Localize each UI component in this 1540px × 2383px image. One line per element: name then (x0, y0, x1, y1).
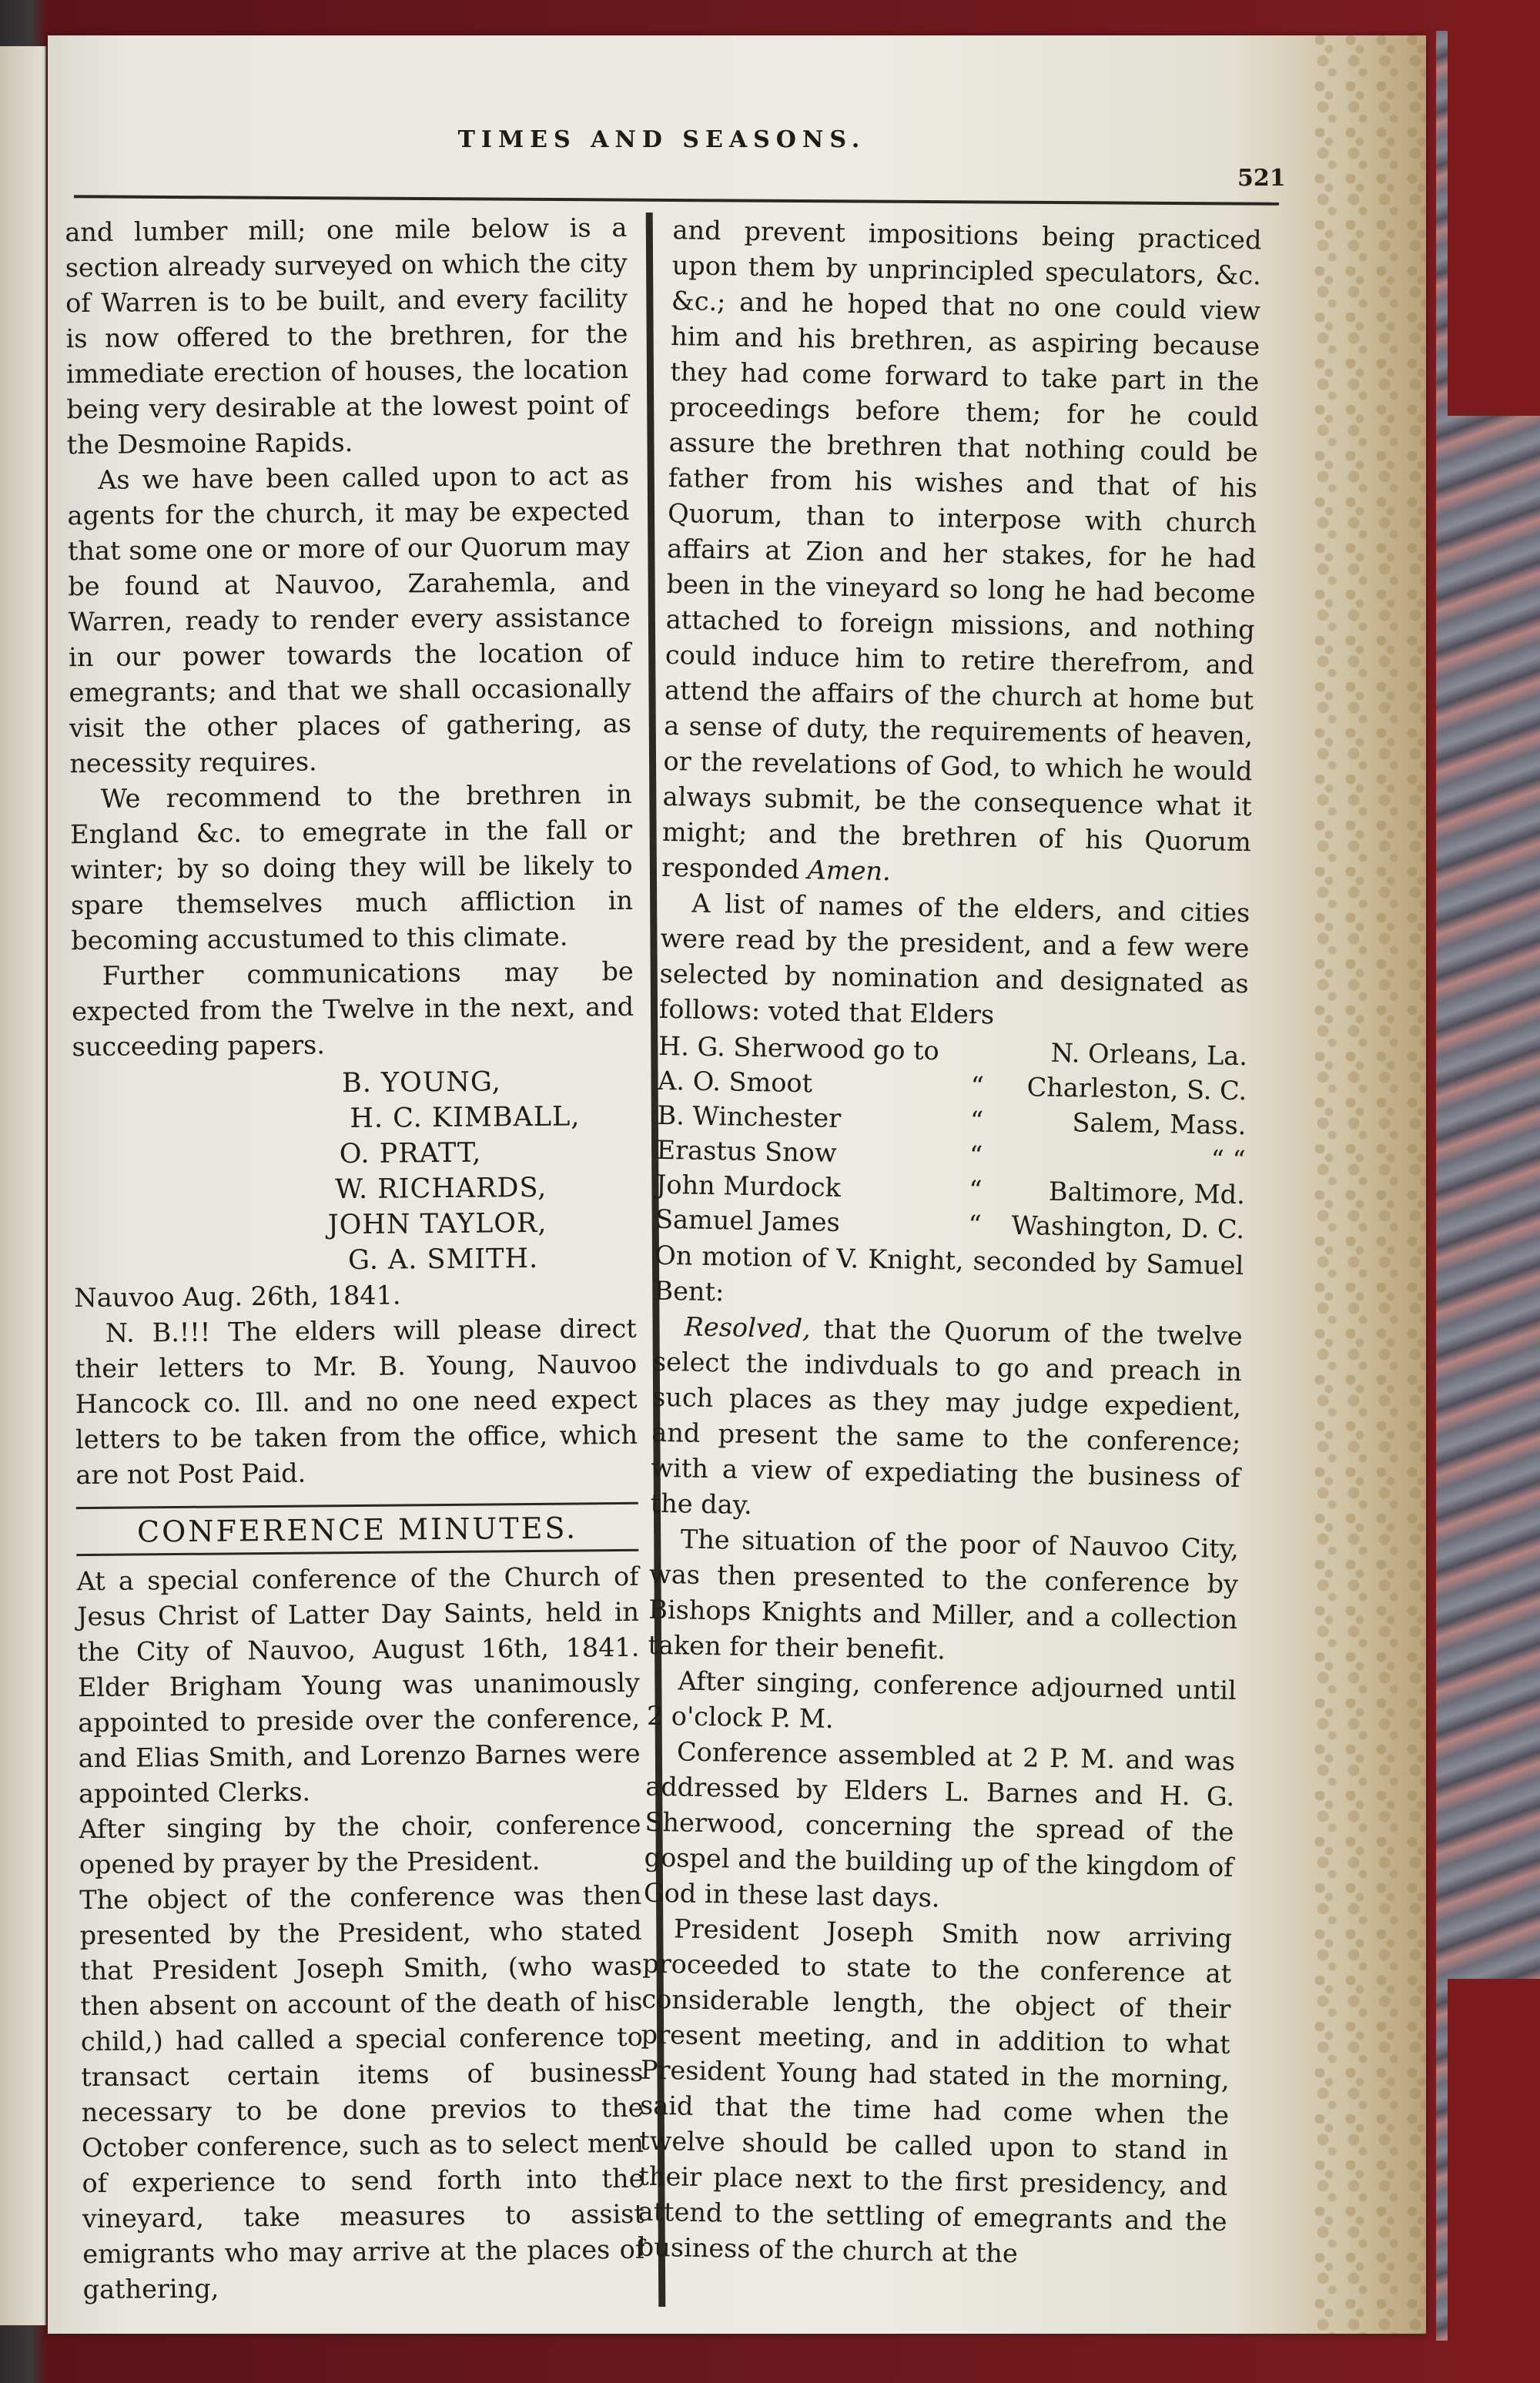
binding-corner-top (1448, 0, 1540, 416)
resolved-label: Resolved, (684, 1311, 812, 1344)
paragraph (650, 1309, 1243, 1531)
section-title: CONFERENCE MINUTES. (136, 1511, 578, 1549)
roster-name: John Murdock (655, 1169, 842, 1203)
dateline-year: 1841. (326, 1280, 401, 1311)
signature-block (72, 1063, 636, 1280)
roster-name: H. G. Sherwood go to (658, 1030, 940, 1066)
signature: B. YOUNG, (341, 1066, 501, 1099)
header-rule (74, 195, 1279, 206)
signature: H. C. KIMBALL, (350, 1101, 581, 1135)
roster-place: “ “ (1210, 1144, 1246, 1176)
paragraph: As we have been called upon to act as agents for the church, it may be expected that some one or more of our Quorum may be found at Nauvoo, Zarahemla, and Warren, ready to render every assistance in our power towards the location of emegrants; and that we shall occasionally visit the other places of gathering, as necessity requires. (67, 460, 632, 779)
paragraph: A list of names of the elders, and cities were read by the president, and a few were selected by nomination and designated as follows: voted that Elders (658, 888, 1250, 1030)
roster-place: N. Orleans, La. (1050, 1037, 1248, 1072)
binding-corner-bottom (1448, 1979, 1540, 2383)
right-column (637, 213, 1261, 2275)
roster-place: Salem, Mass. (1072, 1107, 1247, 1141)
left-column (65, 210, 645, 2308)
paragraph: and lumber mill; one mile below is a section already surveyed on which the city of Warren is to be built, and every facility is now offered to the brethren, for the immediate erection of houses, the location being very desirable at the lowest point of the Desmoine Rapids. (65, 212, 629, 460)
paragraph: At a special conference of the Church of Jesus Christ of Latter Day Saints, held in the City of Nauvoo, August 16th, 1841. Elder Brigham Young was unanimously appointed to preside over the conference, and Elias Smith, and Lorenzo Barnes were appointed Clerks. (76, 1561, 641, 1809)
roster-name: B. Winchester (657, 1099, 842, 1133)
roster-place: Washington, D. C. (1011, 1210, 1245, 1245)
amen: Amen. (807, 855, 892, 887)
page-foxing (1311, 35, 1426, 2334)
roster-name: Erastus Snow (656, 1134, 837, 1168)
paragraph (661, 213, 1262, 895)
roster-ditto: “ (968, 1209, 983, 1240)
paragraph: The situation of the poor of Nauvoo City, was then presented to the conference by Bishops Knights and Miller, and a collection taken for their benefit. (648, 1524, 1240, 1665)
roster-name: Samuel James (654, 1203, 841, 1237)
paragraph: On motion of V. Knight, seconded by Samuel Bent: (654, 1240, 1244, 1307)
paragraph: Further communications may be expected from the Twelve in the next, and succeeding papers. (72, 956, 634, 1063)
roster-ditto (943, 1033, 1013, 1069)
paragraph-text: that the Quorum of the twelve select the indivduals to go and preach in such places as they may judge expedient, and present the same to the conference; with a view of expediating the business of the day. (650, 1314, 1243, 1521)
running-head: TIMES AND SEASONS. (457, 126, 866, 153)
paragraph: President Joseph Smith now arriving proceeded to state to the conference at considerable length, the object of their present meeting, and in addition to what President Young had stated in the morning, said that the time had come when the twelve should be called upon to stand in their place next to the first presidency, and attend to the settling of emegrants and the business of the church at the (637, 1913, 1233, 2269)
signature: O. PRATT, (339, 1137, 482, 1170)
page-number: 521 (1237, 165, 1286, 192)
paragraph: Conference assembled at 2 P. M. and was addressed by Elders L. Barnes and H. G. Sherwood, concerning the spread of the gospel and the building up of the kingdom of God in these last days. (643, 1736, 1236, 1913)
roster-place: Baltimore, Md. (1048, 1176, 1246, 1210)
elders-roster (655, 1029, 1248, 1247)
signature: G. A. SMITH. (347, 1243, 539, 1277)
dateline (74, 1276, 636, 1316)
roster-ditto: “ (968, 1174, 983, 1206)
roster-ditto: “ (969, 1140, 983, 1171)
nota-bene: N. B.!!! The elders will please direct their letters to Mr. B. Young, Nauvoo Hancock co. Ill. and no one need expect letters to be taken from the office, which are not Post Paid. (75, 1313, 638, 1491)
dateline-place: Nauvoo Aug. 26th, (74, 1280, 320, 1314)
signature: W. RICHARDS, (335, 1172, 547, 1206)
roster-name: A. O. Smoot (657, 1065, 813, 1099)
paragraph: After singing, conference adjourned until 2 o'clock P. M. (646, 1665, 1237, 1734)
signature: JOHN TAYLOR, (327, 1207, 547, 1241)
paragraph-text: and prevent impositions being practiced upon them by unprincipled speculators, &c. &c.; and he hoped that no one could view him and his brethren, as aspiring because they had come forward to take part in the proceedings before them; for he could assure the brethren that nothing could be father from his wishes and that of his Quorum, than to interpose with church affairs at Zion and her stakes, for he had been in the vineyard so long he had become attached to foreign missions, and nothing could induce him to retire therefrom, and attend the affairs of the church at home but a sense of duty, the requirements of heaven, or the revelations of God, to which he would always submit, be the consequence what it might; and the brethren of his Quorum responded (661, 214, 1262, 885)
paragraph: We recommend to the brethren in England &c. to emegrate in the fall or winter; by so doing they will be likely to spare themselves much affliction in becoming accustumed to this climate. (70, 778, 634, 956)
paragraph: The object of the conference was then presented by the President, who stated that President Joseph Smith, (who was then absent on account of the death of his child,) had called a special conference to transact certain items of business necessary to be done previos to the October conference, such as to select men of experience to send forth into the vineyard, take measures to assist emigrants who may arrive at the places of gathering, (79, 1879, 645, 2305)
paragraph: After singing by the choir, conference opened by prayer by the President. (79, 1809, 641, 1880)
roster-place: Charleston, S. C. (1026, 1072, 1247, 1106)
newspaper-page (48, 35, 1426, 2334)
roster-ditto: “ (969, 1105, 984, 1136)
left-page-edge (0, 46, 46, 2325)
roster-ditto: “ (970, 1070, 985, 1102)
